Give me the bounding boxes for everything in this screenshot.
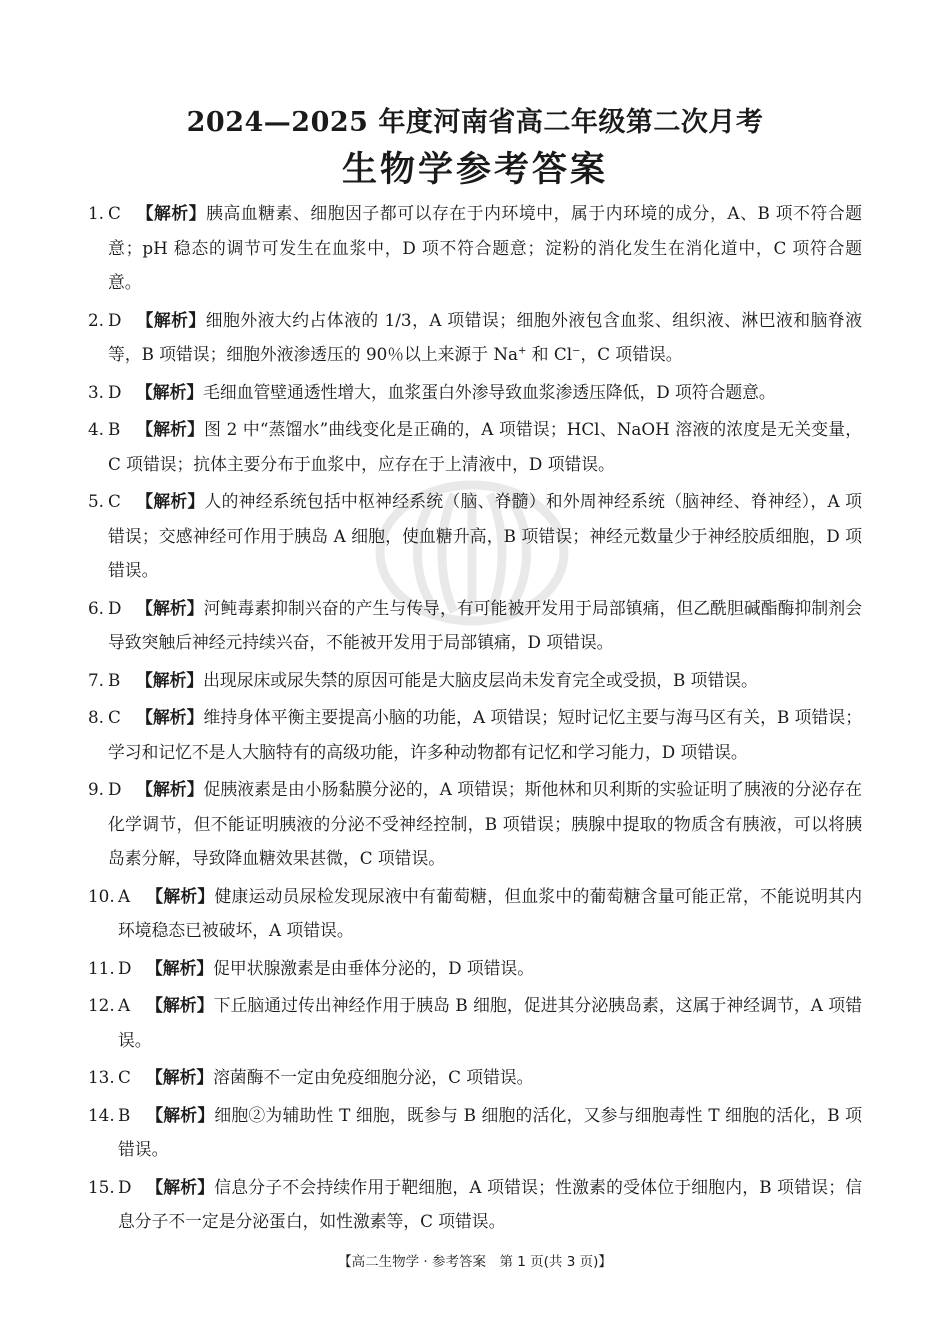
analysis-text: 信息分子不会持续作用于靶细胞，A 项错误；性激素的受体位于细胞内，B 项错误；信息分子不一定是分泌蛋白，如性激素等，C 项错误。: [118, 1176, 862, 1231]
answer-choice: B: [118, 1104, 131, 1125]
answer-item-8: [88, 700, 862, 769]
analysis-text: 促胰液素是由小肠黏膜分泌的，A 项错误；斯他林和贝利斯的实验证明了胰液的分泌存在化学调节，但不能证明胰液的分泌不受神经控制，B 项错误；胰腺中提取的物质含有胰液，可以将胰岛素分解，导致降血糖效果甚微，C 项错误。: [108, 779, 862, 868]
superscript-plus: +: [518, 345, 527, 357]
item-number: 7.: [88, 669, 105, 690]
analysis-text: 细胞②为辅助性 T 细胞，既参与 B 细胞的活化，又参与细胞毒性 T 细胞的活化，B 项错误。: [118, 1104, 862, 1159]
answer-choice: C: [108, 491, 121, 511]
answer-choice: D: [118, 1176, 132, 1197]
answer-item-11: [88, 951, 862, 986]
analysis-text: 下丘脑通过传出神经作用于胰岛 B 细胞，促进其分泌胰岛素，这属于神经调节，A 项错误。: [118, 995, 862, 1050]
item-number: 12.: [88, 995, 115, 1015]
analysis-tag: 【解析】: [136, 707, 204, 727]
item-number: 3.: [88, 381, 105, 402]
answer-item-7: [88, 663, 862, 698]
analysis-tag: 【解析】: [146, 1176, 215, 1197]
item-number: 2.: [88, 309, 105, 330]
answer-item-12: [88, 988, 862, 1057]
analysis-text: 和 Cl: [526, 344, 573, 364]
answer-choice: D: [108, 779, 122, 799]
answer-item-3: [88, 375, 862, 410]
analysis-tag: 【解析】: [146, 885, 215, 906]
analysis-tag: 【解析】: [136, 669, 204, 690]
answer-choice: A: [118, 885, 131, 906]
answer-item-14: [88, 1098, 862, 1167]
analysis-text: 人的神经系统包括中枢神经系统（脑、脊髓）和外周神经系统（脑神经、脊神经），A 项错误；交感神经可作用于胰岛 A 细胞，使血糖升高，B 项错误；神经元数量少于神经胶质细胞，D 项错误。: [108, 491, 862, 580]
answer-choice: C: [118, 1067, 131, 1087]
analysis-tag: 【解析】: [136, 381, 204, 402]
answer-choice: B: [108, 669, 121, 690]
analysis-tag: 【解析】: [136, 419, 205, 439]
answer-choice: C: [108, 203, 121, 223]
answer-choice: B: [108, 419, 121, 439]
item-number: 10.: [88, 885, 115, 906]
answer-choice: C: [108, 707, 121, 727]
answer-item-15: [88, 1170, 862, 1239]
analysis-text: 出现尿床或尿失禁的原因可能是大脑皮层尚未发育完全或受损，B 项错误。: [203, 669, 758, 690]
answer-item-5: [88, 484, 862, 588]
answer-item-9: [88, 772, 862, 876]
item-number: 5.: [88, 491, 105, 511]
analysis-tag: 【解析】: [146, 1067, 214, 1087]
analysis-text: 毛细血管壁通透性增大，血浆蛋白外渗导致血浆渗透压降低，D 项符合题意。: [203, 381, 776, 402]
answer-item-10: [88, 879, 862, 948]
answer-item-1: [88, 196, 862, 300]
analysis-tag: 【解析】: [136, 309, 206, 330]
item-number: 1.: [88, 203, 105, 223]
analysis-tag: 【解析】: [146, 957, 214, 978]
analysis-text: 健康运动员尿检发现尿液中有葡萄糖，但血浆中的葡萄糖含量可能正常，不能说明其内环境稳态已被破坏，A 项错误。: [118, 885, 862, 940]
analysis-tag: 【解析】: [136, 779, 204, 799]
answer-choice: D: [118, 957, 132, 978]
item-number: 8.: [88, 707, 105, 727]
answer-choice: D: [108, 309, 122, 330]
analysis-text: 溶菌酶不一定由免疫细胞分泌，C 项错误。: [213, 1067, 534, 1087]
superscript-minus: −: [572, 345, 581, 357]
item-number: 13.: [88, 1067, 115, 1087]
page-footer: 【高二生物学 · 参考答案 第 1 页(共 3 页)】: [338, 1254, 612, 1270]
item-number: 14.: [88, 1104, 115, 1125]
analysis-tag: 【解析】: [146, 995, 214, 1015]
analysis-text: 细胞外液大约占体液的 1/3，A 项错误；细胞外液包含血浆、组织液、淋巴液和脑脊液等，B 项错误；细胞外液渗透压的 90％以上来源于 Na: [108, 309, 862, 364]
analysis-tag: 【解析】: [136, 597, 204, 618]
answer-choice: D: [108, 597, 122, 618]
answer-item-4: [88, 412, 862, 481]
answer-choice: A: [118, 995, 131, 1015]
analysis-text: 图 2 中“蒸馏水”曲线变化是正确的，A 项错误；HCl、NaOH 溶液的浓度是无关变量，C 项错误；抗体主要分布于血浆中，应存在于上清液中，D 项错误。: [108, 419, 862, 474]
analysis-text: 促甲状腺激素是由垂体分泌的，D 项错误。: [213, 957, 534, 978]
answer-list: [88, 196, 862, 1242]
answer-item-2: [88, 303, 862, 372]
document-subtitle: 生物学参考答案: [341, 150, 608, 190]
item-number: 9.: [88, 779, 105, 799]
analysis-text: 维持身体平衡主要提高小脑的功能，A 项错误；短时记忆主要与海马区有关，B 项错误；学习和记忆不是人大脑特有的高级功能，许多种动物都有记忆和学习能力，D 项错误。: [108, 707, 862, 762]
analysis-tag: 【解析】: [136, 203, 207, 223]
analysis-text: 河鲀毒素抑制兴奋的产生与传导，有可能被开发用于局部镇痛，但乙酰胆碱酯酶抑制剂会导致突触后神经元持续兴奋，不能被开发用于局部镇痛，D 项错误。: [108, 597, 862, 652]
answer-choice: D: [108, 381, 122, 402]
document-title: 2024—2025 年度河南省高二年级第二次月考: [186, 107, 764, 138]
answer-item-13: [88, 1060, 862, 1095]
analysis-tag: 【解析】: [136, 491, 205, 511]
analysis-tag: 【解析】: [146, 1104, 215, 1125]
item-number: 11.: [88, 957, 115, 978]
item-number: 4.: [88, 419, 105, 439]
answer-item-6: [88, 591, 862, 660]
item-number: 6.: [88, 597, 105, 618]
item-number: 15.: [88, 1176, 115, 1197]
analysis-text: ，C 项错误。: [580, 344, 683, 364]
analysis-text: 胰高血糖素、细胞因子都可以存在于内环境中，属于内环境的成分，A、B 项不符合题意；pH 稳态的调节可发生在血浆中，D 项不符合题意；淀粉的消化发生在消化道中，C 项符合题意。: [108, 203, 862, 292]
